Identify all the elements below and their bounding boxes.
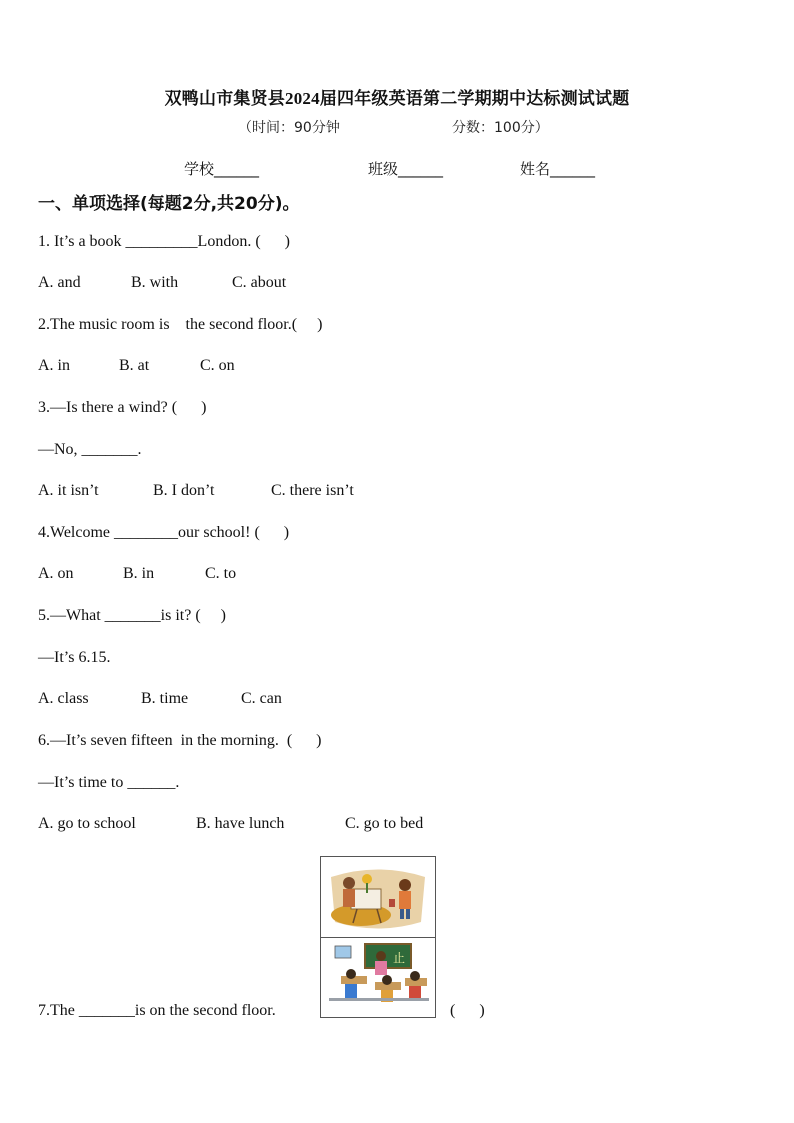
school-field: 学校______: [184, 160, 260, 178]
question-4-stem: 4.Welcome ________our school! ( ): [38, 524, 290, 541]
question-3-option-a: A. it isn’t: [38, 482, 99, 499]
question-4-option-b: B. in: [123, 565, 155, 582]
question-5-option-c: C. can: [241, 690, 282, 707]
question-5-reply: —It’s 6.15.: [38, 649, 111, 666]
question-3-option-c: C. there isn’t: [271, 482, 354, 499]
question-3-option-b: B. I don’t: [153, 482, 215, 499]
question-1-option-b: B. with: [131, 274, 179, 291]
question-4-option-a: A. on: [38, 565, 74, 582]
question-1-stem: 1. It’s a book _________London. ( ): [38, 233, 290, 250]
art-room-image: [321, 857, 435, 936]
question-6-reply: —It’s time to ______.: [38, 774, 180, 791]
question-7-stem: 7.The _______is on the second floor.: [38, 1002, 276, 1019]
question-2-option-c: C. on: [200, 357, 235, 374]
classroom-image: [321, 938, 435, 1017]
question-1-option-a: A. and: [38, 274, 81, 291]
section-heading: 一、单项选择(每题2分,共20分)。: [38, 194, 300, 214]
art-room-illustration: [321, 857, 435, 938]
question-6-option-c: C. go to bed: [345, 815, 424, 832]
name-field: 姓名______: [520, 160, 596, 178]
exam-time: （时间：90分钟: [238, 120, 340, 136]
question-2-option-b: B. at: [119, 357, 150, 374]
question-2-stem: 2.The music room is the second floor.( ): [38, 316, 323, 333]
question-5-option-b: B. time: [141, 690, 189, 707]
exam-score: 分数：100分）: [452, 120, 549, 136]
svg-text:止: 止: [393, 951, 406, 965]
question-5-option-a: A. class: [38, 690, 89, 707]
question-3-reply: —No, _______.: [38, 441, 142, 458]
classroom-illustration: [321, 938, 435, 1018]
question-4-option-c: C. to: [205, 565, 237, 582]
exam-title: 双鸭山市集贤县2024届四年级英语第二学期期中达标测试试题: [164, 89, 630, 108]
question-1-option-c: C. about: [232, 274, 287, 291]
class-field: 班级______: [368, 160, 444, 178]
question-5-stem: 5.—What _______is it? ( ): [38, 607, 226, 624]
question-2-option-a: A. in: [38, 357, 70, 374]
question-6-option-b: B. have lunch: [196, 815, 285, 832]
question-7-answer-bracket: ( ): [450, 1002, 485, 1019]
question-3-stem: 3.—Is there a wind? ( ): [38, 399, 207, 416]
question-7-figure: [320, 856, 436, 1018]
question-6-option-a: A. go to school: [38, 815, 136, 832]
question-6-stem: 6.—It’s seven fifteen in the morning. ( ): [38, 732, 322, 749]
